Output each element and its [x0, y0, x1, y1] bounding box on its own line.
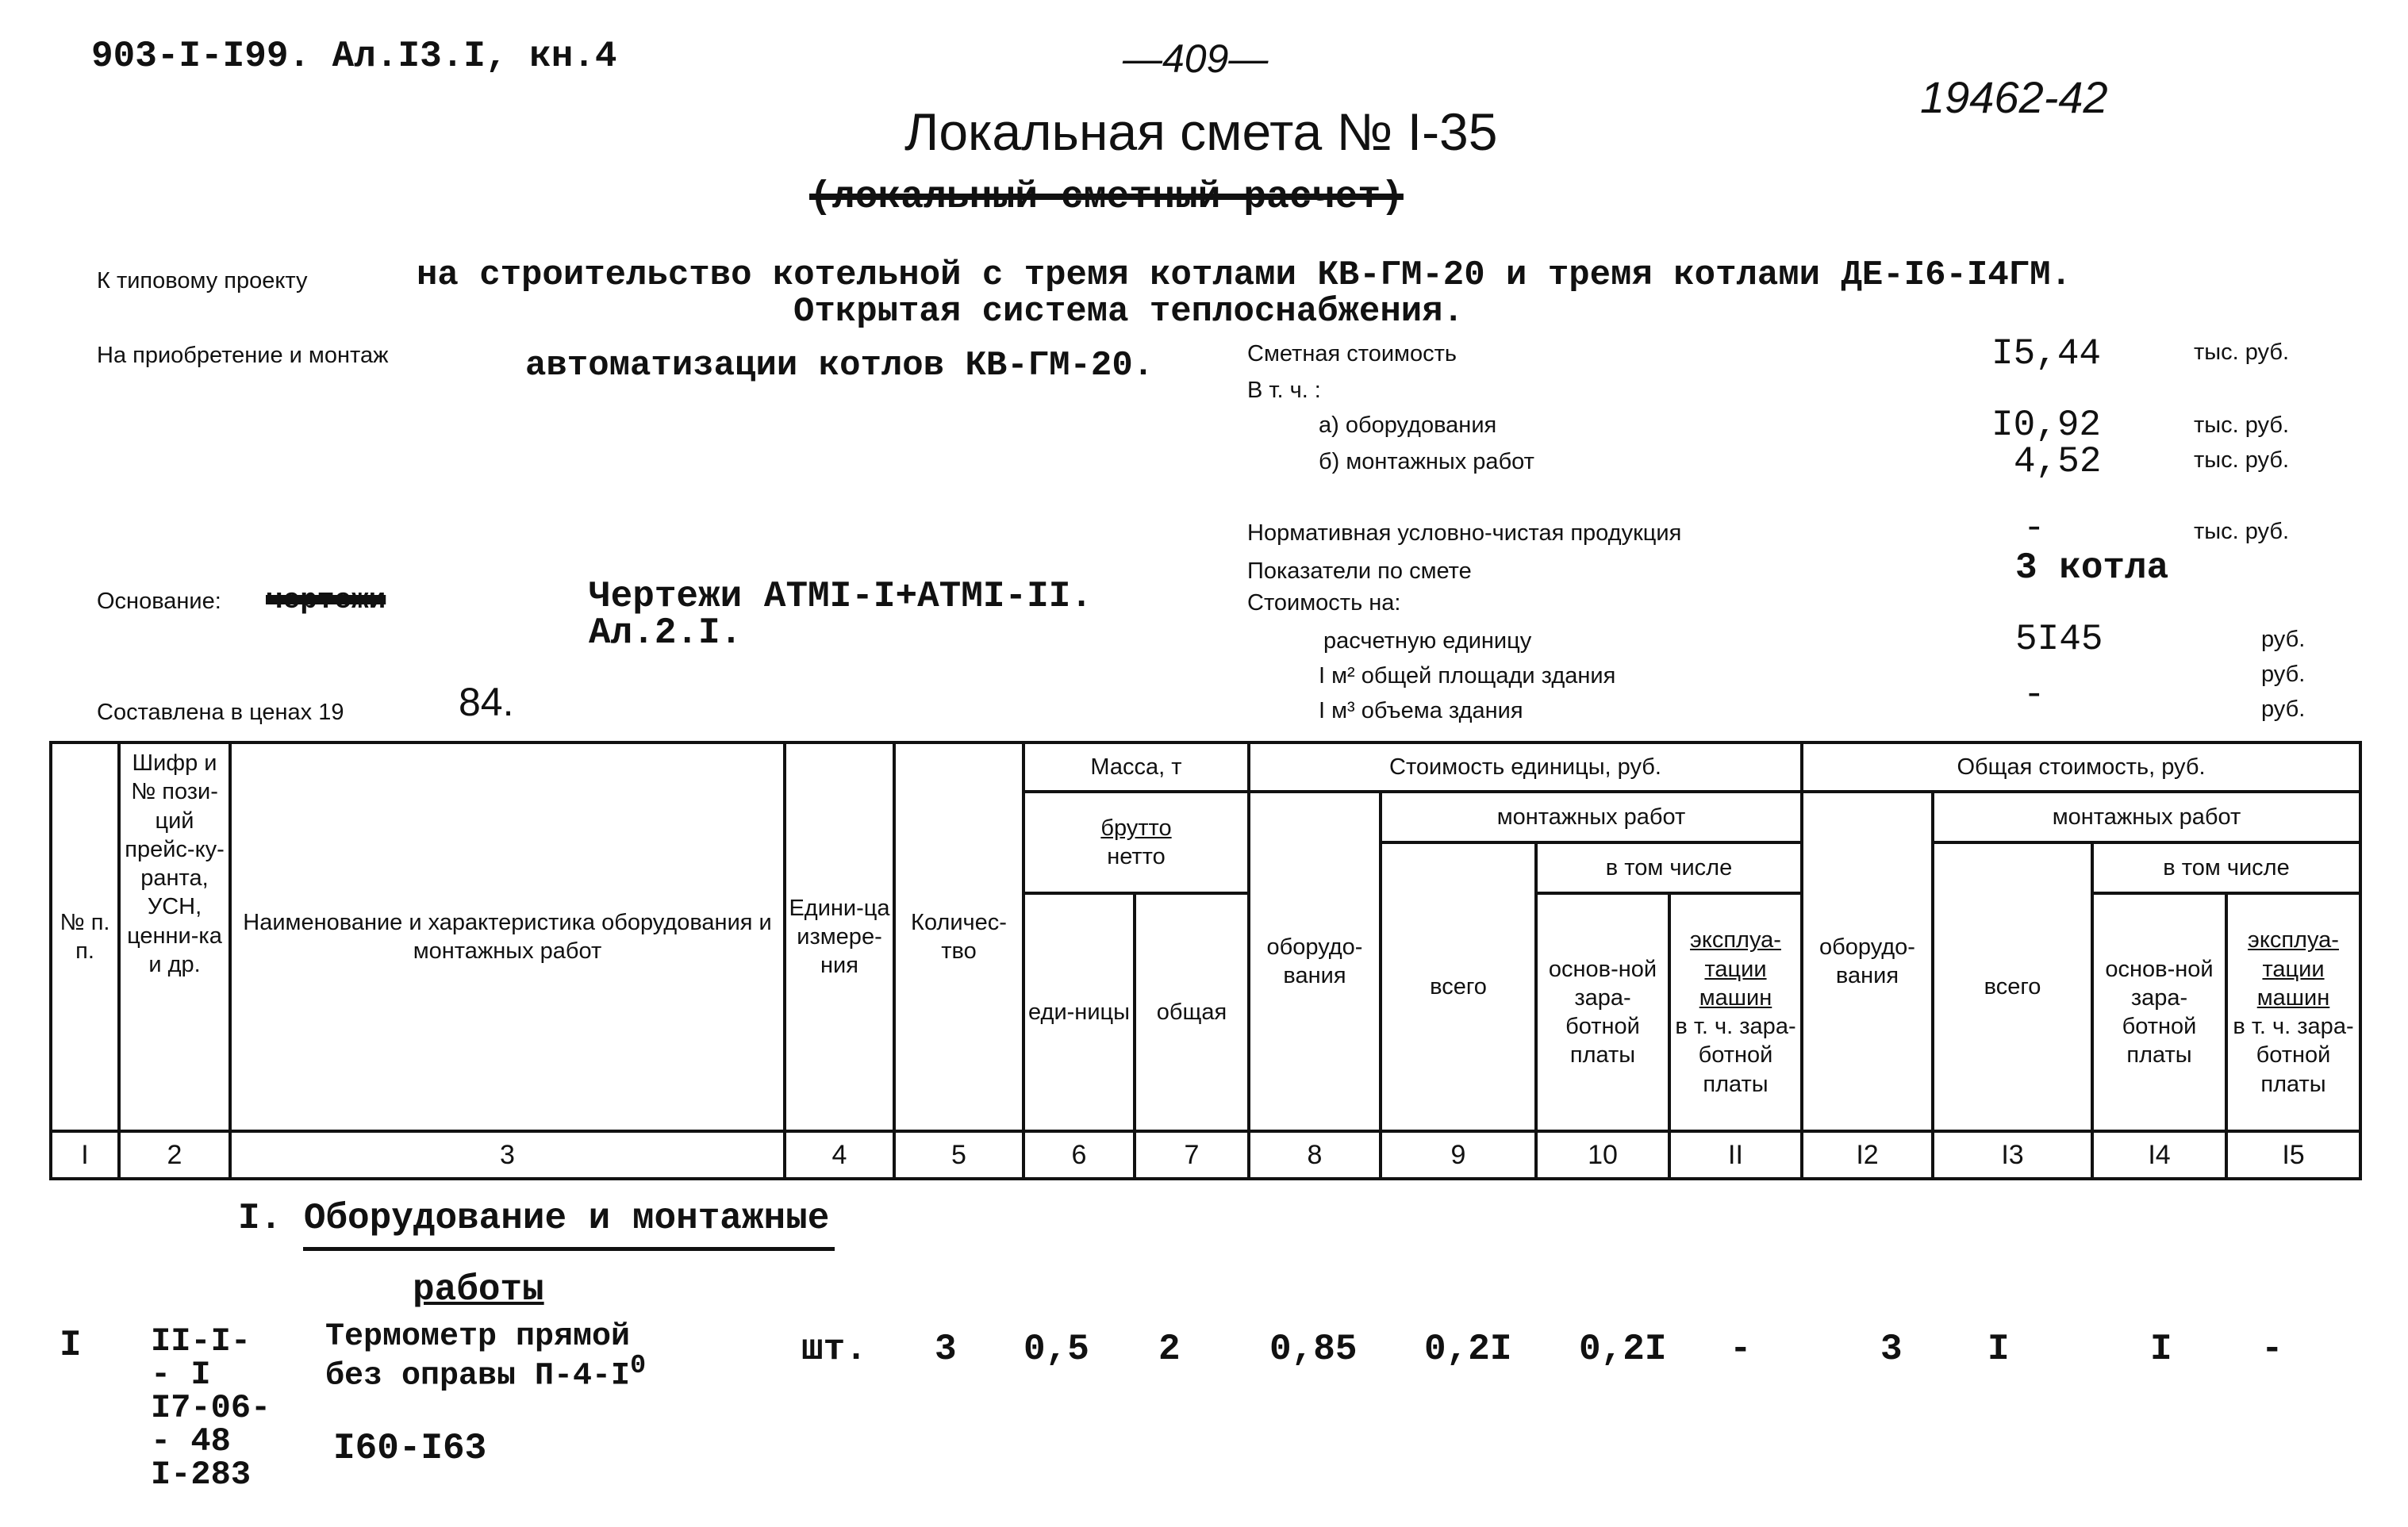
- item-total-equip: 3: [1880, 1329, 1903, 1370]
- project-text-2: Открытая система теплоснабжения.: [793, 292, 1464, 332]
- code-line: I7-06-: [151, 1389, 271, 1427]
- header-name: Наименование и характеристика оборудования и монтажных работ: [230, 742, 785, 1131]
- column-number: 8: [1249, 1131, 1381, 1179]
- header-total-cost: Общая стоимость, руб.: [1802, 742, 2360, 792]
- item-unit-mach: -: [1730, 1329, 1752, 1370]
- column-number: 10: [1536, 1131, 1669, 1179]
- column-number: 5: [894, 1131, 1023, 1179]
- header-qty: Количес-тво: [894, 742, 1023, 1131]
- column-number: II: [1669, 1131, 1802, 1179]
- header-unit-cost: Стоимость единицы, руб.: [1249, 742, 1802, 792]
- header-unit-wage: основ-ной зара-ботной платы: [1536, 893, 1669, 1131]
- equip-unit: тыс. руб.: [2194, 412, 2290, 438]
- column-number: 4: [785, 1131, 894, 1179]
- header-unit-install: монтажных работ: [1381, 792, 1802, 842]
- item-name-pages: I60-I63: [333, 1428, 487, 1469]
- item-qty: 3: [935, 1329, 957, 1370]
- header-total-wage: основ-ной зара-ботной платы: [2092, 893, 2226, 1131]
- project-label: К типовому проекту: [97, 268, 308, 294]
- item-name: [325, 1319, 647, 1395]
- header-unit-mach: эксплуа-тации машин в т. ч. зара-ботной платы: [1669, 893, 1802, 1131]
- column-number: I: [51, 1131, 119, 1179]
- item-unit-install: 0,2I: [1424, 1329, 1512, 1370]
- project-text: на строительство котельной с тремя котлами КВ-ГМ-20 и тремя котлами ДЕ-I6-I4ГМ.: [417, 255, 2072, 295]
- estimate-table-header: [49, 741, 2362, 1180]
- unit-label: расчетную единицу: [1323, 628, 1532, 654]
- basis-label: Основание:: [97, 589, 221, 614]
- item-total-install: I: [1987, 1329, 2010, 1370]
- cost-on-label: Стоимость на:: [1247, 590, 1401, 616]
- unit-value: 5I45: [2015, 619, 2103, 660]
- header-total-incl: в том числе: [2092, 842, 2360, 893]
- header-total-equip: оборудо-вания: [1802, 792, 1933, 1131]
- basis-crossed: чертежи: [266, 584, 386, 616]
- item-mass-unit: 0,5: [1023, 1329, 1089, 1370]
- install-unit: тыс. руб.: [2194, 447, 2290, 473]
- name-sup: 0: [630, 1351, 647, 1381]
- prices-label: Составлена в ценах 19: [97, 700, 344, 725]
- header-netto: нетто: [1107, 844, 1166, 869]
- purchase-label: На приобретение и монтаж: [97, 343, 389, 368]
- norm-label: Нормативная условно-чистая продукция: [1247, 520, 1682, 546]
- incl-label: В т. ч. :: [1247, 378, 1321, 403]
- area-label: I м² общей площади здания: [1319, 663, 1616, 689]
- indicators-value: 3 котла: [2015, 547, 2169, 589]
- header-total-mach: эксплуа-тации машин в т. ч. зара-ботной платы: [2226, 893, 2360, 1131]
- column-number: I4: [2092, 1131, 2226, 1179]
- area-unit: руб.: [2261, 662, 2306, 687]
- item-mass-total: 2: [1158, 1329, 1181, 1370]
- cost-label: Сметная стоимость: [1247, 341, 1457, 366]
- item-unit: шт.: [801, 1329, 867, 1370]
- basis-text: Чертежи АТМI-I+АТМI-II.: [589, 576, 1093, 617]
- header-unit: Едини-ца измере-ния: [785, 742, 894, 1131]
- item-unit-wage: 0,2I: [1579, 1329, 1667, 1370]
- crossed-subtitle: (локальный сметный расчет): [809, 176, 1404, 219]
- column-number: 7: [1135, 1131, 1249, 1179]
- column-number: I3: [1933, 1131, 2092, 1179]
- purchase-text: автоматизации котлов КВ-ГМ-20.: [525, 346, 1154, 386]
- basis-text-2: Ал.2.I.: [589, 612, 743, 654]
- column-number: 6: [1023, 1131, 1135, 1179]
- header-brutto-netto: [1023, 792, 1249, 893]
- cost-value: I5,44: [1991, 333, 2102, 374]
- cost-unit: тыс. руб.: [2194, 340, 2290, 365]
- name-line: Термометр прямой: [325, 1319, 631, 1355]
- item-code: [151, 1322, 271, 1494]
- item-total-mach: -: [2261, 1329, 2283, 1370]
- page-number: —409—: [1123, 36, 1269, 81]
- section-title: I. Оборудование и монтажные: [238, 1198, 830, 1239]
- norm-unit: тыс. руб.: [2194, 519, 2290, 544]
- install-value: 4,52: [2014, 441, 2102, 482]
- item-total-wage: I: [2150, 1329, 2172, 1370]
- section-title-2: работы: [413, 1269, 544, 1310]
- column-number: I5: [2226, 1131, 2360, 1179]
- column-number: 3: [230, 1131, 785, 1179]
- equip-value: I0,92: [1991, 405, 2102, 446]
- item-unit-equip: 0,85: [1269, 1329, 1358, 1370]
- volume-unit: руб.: [2261, 696, 2306, 722]
- column-number: 9: [1381, 1131, 1536, 1179]
- item-no: I: [60, 1325, 82, 1366]
- prices-year: 84.: [459, 680, 514, 724]
- handwritten-number: 19462-42: [1920, 72, 2108, 122]
- header-total-install: монтажных работ: [1933, 792, 2360, 842]
- indicators-label: Показатели по смете: [1247, 558, 1472, 584]
- column-number: 2: [119, 1131, 230, 1179]
- code-line: - I: [151, 1356, 211, 1394]
- column-number: I2: [1802, 1131, 1933, 1179]
- unit-unit: руб.: [2261, 627, 2306, 652]
- code-line: I-283: [151, 1456, 252, 1494]
- norm-value: -: [2023, 508, 2045, 549]
- header-mass-total: общая: [1135, 893, 1249, 1131]
- header-unit-incl: в том числе: [1536, 842, 1802, 893]
- page-title: Локальная смета № I-35: [904, 102, 1498, 161]
- header-unit-equip: оборудо-вания: [1249, 792, 1381, 1131]
- header-no: № п. п.: [51, 742, 119, 1131]
- volume-label: I м³ объема здания: [1319, 698, 1523, 723]
- code-line: II-I-: [151, 1322, 252, 1360]
- header-unit-all: всего: [1381, 842, 1536, 1131]
- header-code: Шифр и № пози-ций прейс-ку-ранта, УСН, ценни-ка и др.: [119, 742, 230, 1131]
- name-line: без оправы П-4-I: [325, 1358, 631, 1395]
- equip-label: а) оборудования: [1319, 412, 1497, 438]
- code-line: - 48: [151, 1422, 231, 1460]
- header-brutto: брутто: [1100, 815, 1172, 841]
- header-total-all: всего: [1933, 842, 2092, 1131]
- install-label: б) монтажных работ: [1319, 449, 1534, 474]
- volume-value: -: [2023, 674, 2045, 716]
- section-underline: [303, 1247, 835, 1251]
- header-mass-unit: еди-ницы: [1023, 893, 1135, 1131]
- document-code: 903-I-I99. Ал.I3.I, кн.4: [91, 36, 617, 77]
- header-mass: Масса, т: [1023, 742, 1249, 792]
